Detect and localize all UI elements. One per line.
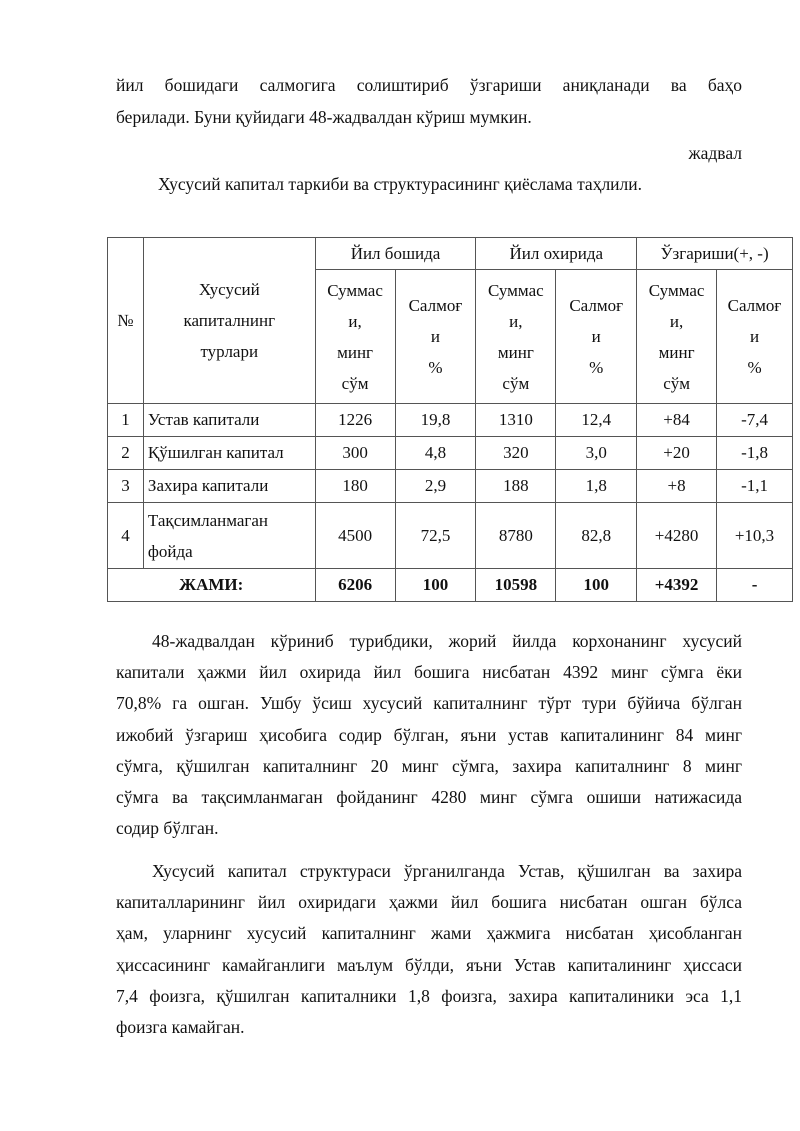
cell: +84: [637, 404, 717, 437]
cell: 320: [476, 437, 556, 470]
table-header-row: [108, 238, 793, 270]
sum-subheader: Суммас и, минг сўм: [476, 270, 556, 404]
cell: 2,9: [395, 470, 476, 503]
total-label: ЖАМИ:: [108, 569, 316, 602]
cell: 4,8: [395, 437, 476, 470]
row-name: Захира капитали: [143, 470, 315, 503]
table-row: [108, 404, 793, 437]
cell: 1226: [315, 404, 395, 437]
row-number: 3: [108, 470, 144, 503]
table-row: [108, 503, 793, 569]
text-line: сўмга, қўшилган капиталнинг 20 минг сўмга, захира капиталнинг 8 минг: [116, 755, 742, 776]
share-subheader: Салмоғ и %: [556, 270, 637, 404]
capital-table: [107, 237, 793, 602]
type-header: [143, 238, 315, 404]
row-name: Тақсимланмаган фойда: [143, 503, 315, 569]
header-line: капиталнинг: [183, 311, 276, 330]
cell: +20: [637, 437, 717, 470]
cell: 19,8: [395, 404, 476, 437]
table-title: Хусусий капитал таркиби ва структурасининг қиёслама таҳлили.: [157, 174, 643, 194]
group-header-start: Йил бошида: [315, 238, 476, 270]
cell: 72,5: [395, 503, 476, 569]
cell: 6206: [315, 569, 395, 602]
group-header-change: Ўзгариши(+, -): [637, 238, 793, 270]
text-line: 48-жадвалдан кўриниб турибдики, жорий йилда корхонанинг хусусий: [152, 631, 742, 651]
analysis-paragraph-2: [116, 856, 742, 1043]
cell: 300: [315, 437, 395, 470]
analysis-paragraph-1: [116, 626, 742, 844]
cell: +4392: [637, 569, 717, 602]
row-name: Устав капитали: [143, 404, 315, 437]
sum-subheader: Суммас и, минг сўм: [637, 270, 717, 404]
cell: -1,1: [717, 470, 793, 503]
text-line: берилади. Буни қуйидаги 48-жадвалдан кўриш мумкин.: [116, 106, 532, 127]
group-header-end: Йил охирида: [476, 238, 637, 270]
cell: 100: [395, 569, 476, 602]
cell: -7,4: [717, 404, 793, 437]
cell: +4280: [637, 503, 717, 569]
table-label: жадвал: [688, 143, 742, 163]
cell: +8: [637, 470, 717, 503]
cell: 4500: [315, 503, 395, 569]
table-total-row: [108, 569, 793, 602]
cell: 1310: [476, 404, 556, 437]
cell: 180: [315, 470, 395, 503]
cell: 82,8: [556, 503, 637, 569]
sum-subheader: Суммас и, минг сўм: [315, 270, 395, 404]
header-line: турлари: [200, 342, 259, 361]
table-row: [108, 437, 793, 470]
cell: -: [717, 569, 793, 602]
cell: +10,3: [717, 503, 793, 569]
text-line: 7,4 фоизга, қўшилган капиталники 1,8 фоизга, захира капиталиники эса 1,1: [116, 985, 742, 1006]
text-line: ҳам, уларнинг хусусий капиталнинг жами ҳажмига нисбатан ҳисобланган: [116, 923, 742, 944]
row-number: 4: [108, 503, 144, 569]
cell: -1,8: [717, 437, 793, 470]
text-line: сўмга ва тақсимланмаган фойданинг 4280 минг сўмга ошиши натижасида: [116, 787, 742, 808]
text-line: капитали ҳажми йил охирида йил бошига нисбатан 4392 минг сўмга ёки: [116, 662, 742, 683]
num-header: №: [108, 238, 144, 404]
cell: 3,0: [556, 437, 637, 470]
row-number: 2: [108, 437, 144, 470]
cell: 8780: [476, 503, 556, 569]
cell: 100: [556, 569, 637, 602]
text-line: капиталларининг йил охиридаги ҳажми йил бошига нисбатан ошган бўлса: [116, 892, 742, 913]
row-name: Қўшилган капитал: [143, 437, 315, 470]
table-row: [108, 470, 793, 503]
text-line: ҳиссасининг камайганлиги маълум бўлди, яъни Устав капиталининг ҳиссаси: [116, 954, 742, 975]
text-line: содир бўлган.: [116, 818, 219, 839]
cell: 12,4: [556, 404, 637, 437]
share-subheader: Салмоғ и %: [717, 270, 793, 404]
cell: 188: [476, 470, 556, 503]
text-line: Хусусий капитал структураси ўрганилганда Устав, қўшилган ва захира: [152, 861, 742, 881]
share-subheader: Салмоғ и %: [395, 270, 476, 404]
cell: 10598: [476, 569, 556, 602]
intro-paragraph: [116, 70, 742, 133]
text-line: 70,8% га ошган. Ушбу ўсиш хусусий капиталнинг тўрт тури бўйича бўлган: [116, 693, 742, 714]
header-line: Хусусий: [198, 280, 260, 299]
row-number: 1: [108, 404, 144, 437]
text-line: ижобий ўзгариш ҳисобига содир бўлган, яъни устав капиталининг 84 минг: [116, 724, 742, 745]
text-line: фоизга камайган.: [116, 1017, 245, 1038]
cell: 1,8: [556, 470, 637, 503]
text-line: йил бошидаги салмогига солиштириб ўзгариши аниқланади ва баҳо: [116, 75, 742, 95]
